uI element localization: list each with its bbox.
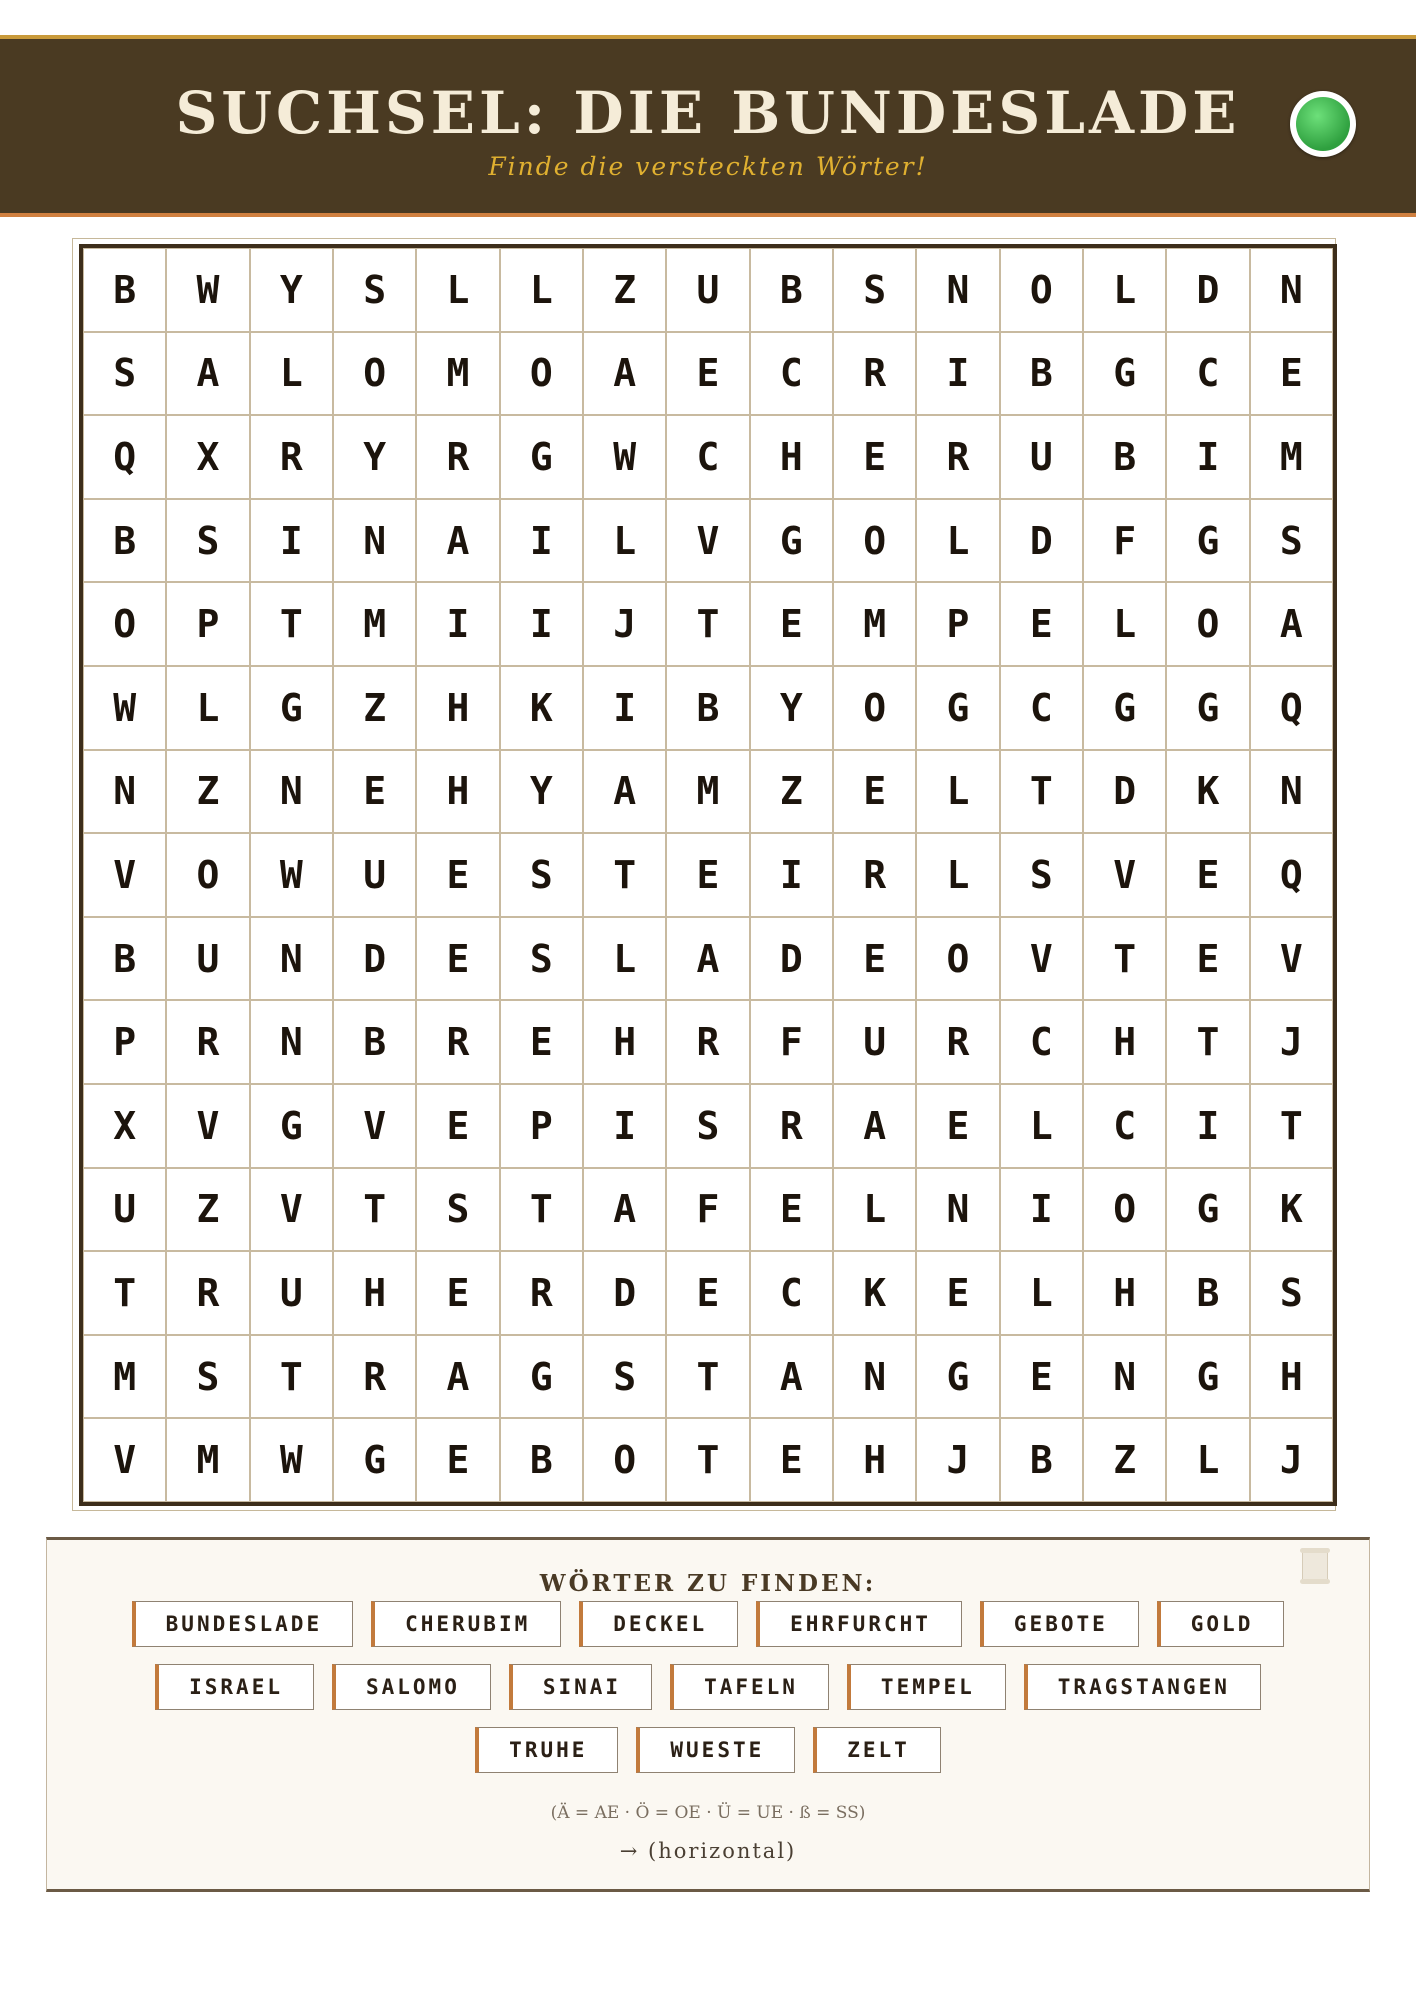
word-chip: WUESTE <box>636 1727 795 1773</box>
grid-cell[interactable]: Z <box>750 750 833 834</box>
grid-cell[interactable]: W <box>583 415 666 499</box>
grid-cell[interactable]: R <box>166 1000 249 1084</box>
grid-cell[interactable]: E <box>750 1418 833 1502</box>
grid-cell[interactable]: G <box>333 1418 416 1502</box>
grid-cell[interactable]: E <box>416 1084 499 1168</box>
grid-cell[interactable]: E <box>1000 1335 1083 1419</box>
grid-cell[interactable]: L <box>1166 1418 1249 1502</box>
grid-cell[interactable]: G <box>500 415 583 499</box>
grid-cell[interactable]: E <box>416 833 499 917</box>
grid-cell[interactable]: D <box>1166 248 1249 332</box>
grid-cell[interactable]: S <box>833 248 916 332</box>
grid-cell[interactable]: F <box>1083 499 1166 583</box>
grid-cell[interactable]: N <box>250 750 333 834</box>
grid-cell[interactable]: S <box>166 1335 249 1419</box>
grid-cell[interactable]: O <box>1000 248 1083 332</box>
grid-cell[interactable]: E <box>416 1418 499 1502</box>
grid-cell[interactable]: G <box>500 1335 583 1419</box>
word-chip: ISRAEL <box>155 1664 314 1710</box>
grid-cell[interactable]: C <box>1000 1000 1083 1084</box>
grid-cell[interactable]: O <box>833 499 916 583</box>
grid-cell[interactable]: Y <box>250 248 333 332</box>
grid-cell[interactable]: M <box>416 332 499 416</box>
grid-cell[interactable]: C <box>1166 332 1249 416</box>
grid-cell[interactable]: E <box>666 1251 749 1335</box>
word-chip: CHERUBIM <box>371 1601 561 1647</box>
direction-note: → (horizontal) <box>619 1839 797 1863</box>
grid-cell[interactable]: I <box>500 582 583 666</box>
word-chip: SINAI <box>509 1664 652 1710</box>
grid-cell[interactable]: E <box>833 750 916 834</box>
grid-cell[interactable]: U <box>333 833 416 917</box>
grid-cell[interactable]: V <box>666 499 749 583</box>
page-subtitle: Finde die versteckten Wörter! <box>488 152 928 181</box>
word-list-heading: WÖRTER ZU FINDEN: <box>539 1570 877 1597</box>
grid-cell[interactable]: T <box>250 1335 333 1419</box>
grid-cell[interactable]: L <box>916 833 999 917</box>
grid-cell[interactable]: L <box>916 750 999 834</box>
grid-cell[interactable]: M <box>333 582 416 666</box>
grid-cell[interactable]: M <box>83 1335 166 1419</box>
grid-cell[interactable]: R <box>333 1335 416 1419</box>
word-row <box>47 1601 1369 1647</box>
grid-cell[interactable]: A <box>750 1335 833 1419</box>
grid-cell[interactable]: T <box>333 1168 416 1252</box>
grid-cell[interactable]: V <box>333 1084 416 1168</box>
grid-cell[interactable]: L <box>583 499 666 583</box>
word-chip: SALOMO <box>332 1664 491 1710</box>
grid-cell[interactable]: L <box>416 248 499 332</box>
word-chip: GEBOTE <box>980 1601 1139 1647</box>
grid-cell[interactable]: U <box>666 248 749 332</box>
grid-cell[interactable]: W <box>166 248 249 332</box>
grid-cell[interactable]: E <box>666 332 749 416</box>
grid-cell[interactable]: M <box>1250 415 1333 499</box>
grid-cell[interactable]: L <box>1083 248 1166 332</box>
grid-cell[interactable]: V <box>83 833 166 917</box>
grid-cell[interactable]: D <box>583 1251 666 1335</box>
grid-cell[interactable]: I <box>1166 415 1249 499</box>
grid-cell[interactable]: E <box>666 833 749 917</box>
grid-cell[interactable]: S <box>500 833 583 917</box>
grid-cell[interactable]: G <box>1166 1168 1249 1252</box>
grid-cell[interactable]: V <box>83 1418 166 1502</box>
grid-cell[interactable]: I <box>416 582 499 666</box>
grid-cell[interactable]: E <box>833 415 916 499</box>
grid-cell[interactable]: F <box>666 1168 749 1252</box>
grid-cell[interactable]: G <box>750 499 833 583</box>
grid-cell[interactable]: W <box>250 833 333 917</box>
grid-cell[interactable]: E <box>1000 582 1083 666</box>
grid-cell[interactable]: O <box>500 332 583 416</box>
grid-cell[interactable]: V <box>166 1084 249 1168</box>
grid-cell[interactable]: R <box>750 1084 833 1168</box>
grid-cell[interactable]: N <box>916 248 999 332</box>
grid-cell[interactable]: J <box>1250 1418 1333 1502</box>
grid-cell[interactable]: A <box>416 499 499 583</box>
grid-cell[interactable]: T <box>1250 1084 1333 1168</box>
grid-cell[interactable]: V <box>1250 917 1333 1001</box>
grid-cell[interactable]: R <box>666 1000 749 1084</box>
grid-cell[interactable]: A <box>833 1084 916 1168</box>
grid-cell[interactable]: G <box>916 1335 999 1419</box>
grid-cell[interactable]: S <box>1000 833 1083 917</box>
grid-cell[interactable]: L <box>583 917 666 1001</box>
grid-cell[interactable]: V <box>1083 833 1166 917</box>
grid-cell[interactable]: A <box>583 1168 666 1252</box>
grid-cell[interactable]: E <box>1250 332 1333 416</box>
grid-cell[interactable]: V <box>1000 917 1083 1001</box>
grid-cell[interactable]: S <box>1250 499 1333 583</box>
grid-cell[interactable]: N <box>1083 1335 1166 1419</box>
grid-cell[interactable]: K <box>1166 750 1249 834</box>
grid-cell[interactable]: E <box>1166 833 1249 917</box>
grid-cell[interactable]: H <box>1250 1335 1333 1419</box>
grid-cell[interactable]: U <box>166 917 249 1001</box>
grid-cell[interactable]: A <box>583 750 666 834</box>
grid-cell[interactable]: G <box>1083 332 1166 416</box>
grid-cell[interactable]: M <box>833 582 916 666</box>
grid-cell[interactable]: S <box>166 499 249 583</box>
grid-cell[interactable]: C <box>750 332 833 416</box>
grid-cell[interactable]: P <box>500 1084 583 1168</box>
grid-cell[interactable]: R <box>416 1000 499 1084</box>
grid-cell[interactable]: O <box>1166 582 1249 666</box>
grid-cell[interactable]: K <box>500 666 583 750</box>
grid-cell[interactable]: N <box>833 1335 916 1419</box>
grid-cell[interactable]: B <box>1083 415 1166 499</box>
grid-cell[interactable]: K <box>833 1251 916 1335</box>
word-chip: TRUHE <box>475 1727 618 1773</box>
grid-cell[interactable]: T <box>666 1418 749 1502</box>
grid-cell[interactable]: B <box>83 248 166 332</box>
grid-cell[interactable]: I <box>500 499 583 583</box>
word-chip: BUNDESLADE <box>132 1601 353 1647</box>
grid-cell[interactable]: H <box>333 1251 416 1335</box>
word-chip: TRAGSTANGEN <box>1024 1664 1261 1710</box>
grid-cell[interactable]: R <box>916 415 999 499</box>
grid-cell[interactable]: B <box>1000 1418 1083 1502</box>
grid-cell[interactable]: H <box>833 1418 916 1502</box>
grid-cell[interactable]: Q <box>1250 666 1333 750</box>
grid-cell[interactable]: B <box>1166 1251 1249 1335</box>
grid-cell[interactable]: A <box>416 1335 499 1419</box>
grid-cell[interactable]: L <box>833 1168 916 1252</box>
grid-cell[interactable]: E <box>833 917 916 1001</box>
grid-cell[interactable]: G <box>1166 499 1249 583</box>
grid-cell[interactable]: S <box>416 1168 499 1252</box>
grid-cell[interactable]: N <box>250 1000 333 1084</box>
letter-grid <box>79 244 1337 1506</box>
grid-cell[interactable]: B <box>333 1000 416 1084</box>
grid-cell[interactable]: G <box>1166 666 1249 750</box>
grid-cell[interactable]: Z <box>166 750 249 834</box>
grid-cell[interactable]: A <box>666 917 749 1001</box>
grid-cell[interactable]: O <box>1083 1168 1166 1252</box>
grid-cell[interactable]: H <box>750 415 833 499</box>
grid-cell[interactable]: W <box>250 1418 333 1502</box>
grid-cell[interactable]: W <box>83 666 166 750</box>
grid-cell[interactable]: O <box>83 582 166 666</box>
grid-cell[interactable]: Y <box>333 415 416 499</box>
grid-cell[interactable]: P <box>166 582 249 666</box>
grid-cell[interactable]: F <box>750 1000 833 1084</box>
grid-cell[interactable]: J <box>1250 1000 1333 1084</box>
grid-cell[interactable]: M <box>666 750 749 834</box>
grid-cell[interactable]: I <box>1166 1084 1249 1168</box>
word-chip: EHRFURCHT <box>756 1601 962 1647</box>
grid-cell[interactable]: D <box>750 917 833 1001</box>
grid-cell[interactable]: I <box>583 666 666 750</box>
grid-cell[interactable]: O <box>833 666 916 750</box>
grid-cell[interactable]: R <box>416 415 499 499</box>
grid-cell[interactable]: H <box>583 1000 666 1084</box>
grid-cell[interactable]: E <box>416 1251 499 1335</box>
grid-cell[interactable]: M <box>166 1418 249 1502</box>
grid-cell[interactable]: J <box>583 582 666 666</box>
grid-cell[interactable]: N <box>1250 248 1333 332</box>
grid-cell[interactable]: I <box>750 833 833 917</box>
grid-cell[interactable]: N <box>250 917 333 1001</box>
grid-cell[interactable]: Z <box>1083 1418 1166 1502</box>
word-list-panel <box>46 1537 1370 1892</box>
grid-cell[interactable]: T <box>666 582 749 666</box>
word-chip: DECKEL <box>579 1601 738 1647</box>
grid-cell[interactable]: V <box>250 1168 333 1252</box>
grid-cell[interactable]: U <box>833 1000 916 1084</box>
grid-cell[interactable]: Z <box>583 248 666 332</box>
grid-cell[interactable]: D <box>1083 750 1166 834</box>
grid-cell[interactable]: G <box>1166 1335 1249 1419</box>
grid-cell[interactable]: G <box>250 666 333 750</box>
grid-cell[interactable]: Y <box>500 750 583 834</box>
word-chip: ZELT <box>813 1727 941 1773</box>
grid-cell[interactable]: K <box>1250 1168 1333 1252</box>
grid-cell[interactable]: N <box>333 499 416 583</box>
grid-cell[interactable]: H <box>1083 1251 1166 1335</box>
grid-cell[interactable]: U <box>83 1168 166 1252</box>
grid-cell[interactable]: D <box>1000 499 1083 583</box>
grid-cell[interactable]: E <box>916 1084 999 1168</box>
grid-cell[interactable]: I <box>1000 1168 1083 1252</box>
grid-cell[interactable]: G <box>1083 666 1166 750</box>
grid-cell[interactable]: I <box>250 499 333 583</box>
grid-cell[interactable]: T <box>1000 750 1083 834</box>
word-chip: GOLD <box>1157 1601 1285 1647</box>
grid-cell[interactable]: L <box>500 248 583 332</box>
grid-cell[interactable]: H <box>416 750 499 834</box>
grid-cell[interactable]: H <box>1083 1000 1166 1084</box>
grid-cell[interactable]: Q <box>1250 833 1333 917</box>
grid-cell[interactable]: E <box>916 1251 999 1335</box>
grid-cell[interactable]: U <box>250 1251 333 1335</box>
grid-cell[interactable]: S <box>1250 1251 1333 1335</box>
grid-cell[interactable]: S <box>500 917 583 1001</box>
grid-cell[interactable]: T <box>1166 1000 1249 1084</box>
grid-cell[interactable]: G <box>250 1084 333 1168</box>
word-chip: TAFELN <box>670 1664 829 1710</box>
grid-cell[interactable]: N <box>83 750 166 834</box>
grid-cell[interactable]: J <box>916 1418 999 1502</box>
grid-cell[interactable]: L <box>166 666 249 750</box>
grid-cell[interactable]: S <box>666 1084 749 1168</box>
grid-cell[interactable]: E <box>416 917 499 1001</box>
grid-cell[interactable]: P <box>916 582 999 666</box>
grid-cell[interactable]: N <box>916 1168 999 1252</box>
grid-cell[interactable]: B <box>1000 332 1083 416</box>
grid-cell[interactable]: A <box>1250 582 1333 666</box>
word-chip: TEMPEL <box>847 1664 1006 1710</box>
grid-cell[interactable]: X <box>166 415 249 499</box>
grid-cell[interactable]: R <box>833 332 916 416</box>
grid-cell[interactable]: Z <box>166 1168 249 1252</box>
grid-cell[interactable]: S <box>83 332 166 416</box>
grid-cell[interactable]: S <box>583 1335 666 1419</box>
grid-cell[interactable]: O <box>333 332 416 416</box>
grid-cell[interactable]: G <box>916 666 999 750</box>
header-banner <box>0 35 1416 217</box>
grid-cell[interactable]: O <box>916 917 999 1001</box>
grid-cell[interactable]: E <box>750 582 833 666</box>
grid-cell[interactable]: T <box>666 1335 749 1419</box>
grid-cell[interactable]: A <box>166 332 249 416</box>
page-title: SUCHSEL: DIE BUNDESLADE <box>175 79 1241 147</box>
grid-cell[interactable]: Y <box>750 666 833 750</box>
grid-cell[interactable]: E <box>1166 917 1249 1001</box>
grid-cell[interactable]: B <box>666 666 749 750</box>
grid-cell[interactable]: R <box>166 1251 249 1335</box>
grid-cell[interactable]: E <box>333 750 416 834</box>
grid-cell[interactable]: L <box>916 499 999 583</box>
grid-cell[interactable]: C <box>1000 666 1083 750</box>
grid-cell[interactable]: D <box>333 917 416 1001</box>
grid-cell[interactable]: C <box>750 1251 833 1335</box>
grid-cell[interactable]: B <box>500 1418 583 1502</box>
grid-cell[interactable]: T <box>250 582 333 666</box>
grid-cell[interactable]: P <box>83 1000 166 1084</box>
grid-cell[interactable]: R <box>500 1251 583 1335</box>
grid-cell[interactable]: O <box>583 1418 666 1502</box>
grid-cell[interactable]: N <box>1250 750 1333 834</box>
word-row <box>47 1727 1369 1773</box>
status-indicator <box>1290 91 1356 157</box>
grid-cell[interactable]: R <box>833 833 916 917</box>
grid-cell[interactable]: T <box>1083 917 1166 1001</box>
grid-cell[interactable]: B <box>750 248 833 332</box>
grid-cell[interactable]: L <box>1000 1084 1083 1168</box>
grid-cell[interactable]: T <box>583 833 666 917</box>
grid-cell[interactable]: E <box>750 1168 833 1252</box>
word-row <box>47 1664 1369 1710</box>
grid-cell[interactable]: I <box>583 1084 666 1168</box>
grid-cell[interactable]: R <box>916 1000 999 1084</box>
grid-cell[interactable]: L <box>1000 1251 1083 1335</box>
grid-cell[interactable]: T <box>500 1168 583 1252</box>
grid-cell[interactable]: L <box>1083 582 1166 666</box>
grid-cell[interactable]: I <box>916 332 999 416</box>
grid-cell[interactable]: C <box>1083 1084 1166 1168</box>
umlaut-note: (Ä = AE · Ö = OE · Ü = UE · ß = SS) <box>550 1803 866 1823</box>
grid-cell[interactable]: A <box>583 332 666 416</box>
green-dot-icon <box>1296 97 1350 151</box>
grid-cell[interactable]: H <box>416 666 499 750</box>
grid-cell[interactable]: B <box>83 917 166 1001</box>
grid-cell[interactable]: Q <box>83 415 166 499</box>
grid-cell[interactable]: U <box>1000 415 1083 499</box>
grid-cell[interactable]: C <box>666 415 749 499</box>
grid-cell[interactable]: T <box>83 1251 166 1335</box>
grid-cell[interactable]: L <box>250 332 333 416</box>
grid-cell[interactable]: Z <box>333 666 416 750</box>
grid-cell[interactable]: R <box>250 415 333 499</box>
grid-cell[interactable]: S <box>333 248 416 332</box>
grid-cell[interactable]: E <box>500 1000 583 1084</box>
grid-cell[interactable]: X <box>83 1084 166 1168</box>
grid-cell[interactable]: O <box>166 833 249 917</box>
grid-cell[interactable]: B <box>83 499 166 583</box>
